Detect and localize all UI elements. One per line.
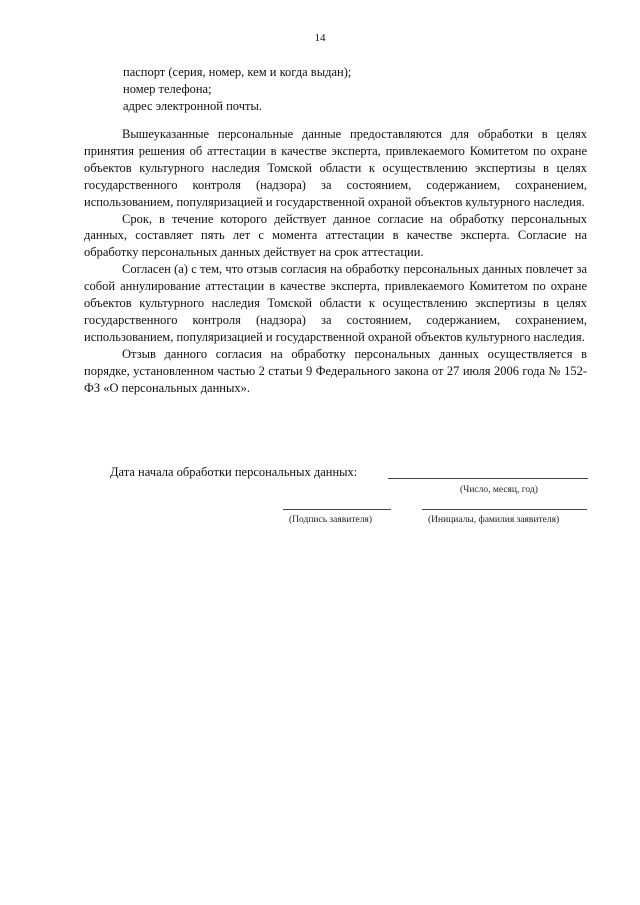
paragraph-revocation-procedure: Отзыв данного согласия на обработку персональных данных осуществляется в порядке, установленном частью 2 статьи 9 Федерального закона от 27 июля 2006 года № 152-ФЗ «О персональных данных».	[84, 346, 587, 395]
paragraph-revocation-effect: Согласен (а) с тем, что отзыв согласия на обработку персональных данных повлечет за собой аннулирование аттестации в качестве эксперта, привлекаемого Комитетом по охране объектов культурного наследия Томской области к осуществлению экспертизы в целях государственного контроля (надзора) за состоянием, содержанием, сохранением, использованием, популяризацией и государственной охраной объектов культурного наследия.	[84, 262, 587, 344]
signature-line	[283, 509, 391, 510]
date-line	[388, 478, 588, 479]
consent-body	[84, 126, 587, 397]
date-caption: (Число, месяц, год)	[460, 485, 538, 495]
paragraph-purpose: Вышеуказанные персональные данные предоставляются для обработки в целях принятия решения об аттестации в качестве эксперта, привлекаемого Комитетом по охране объектов культурного наследия Томской области к осуществлению экспертизы в целях государственного контроля (надзора) за состоянием, содержанием, сохранением, использованием, популяризацией и государственной охраной объектов культурного наследия.	[84, 127, 587, 209]
page-number: 14	[314, 32, 326, 44]
list-item-phone: номер телефона;	[123, 82, 212, 96]
signature-caption: (Подпись заявителя)	[289, 515, 372, 525]
date-label: Дата начала обработки персональных данных:	[110, 465, 358, 479]
paragraph-term: Срок, в течение которого действует данное согласие на обработку персональных данных, составляет пять лет с момента аттестации в качестве эксперта. Согласие на обработку персональных данных действует на срок аттестации.	[84, 211, 587, 260]
list-item-email: адрес электронной почты.	[123, 99, 262, 113]
name-caption: (Инициалы, фамилия заявителя)	[428, 515, 560, 525]
name-line	[422, 509, 587, 510]
list-item-passport: паспорт (серия, номер, кем и когда выдан);	[123, 65, 352, 79]
personal-data-list	[123, 64, 543, 115]
